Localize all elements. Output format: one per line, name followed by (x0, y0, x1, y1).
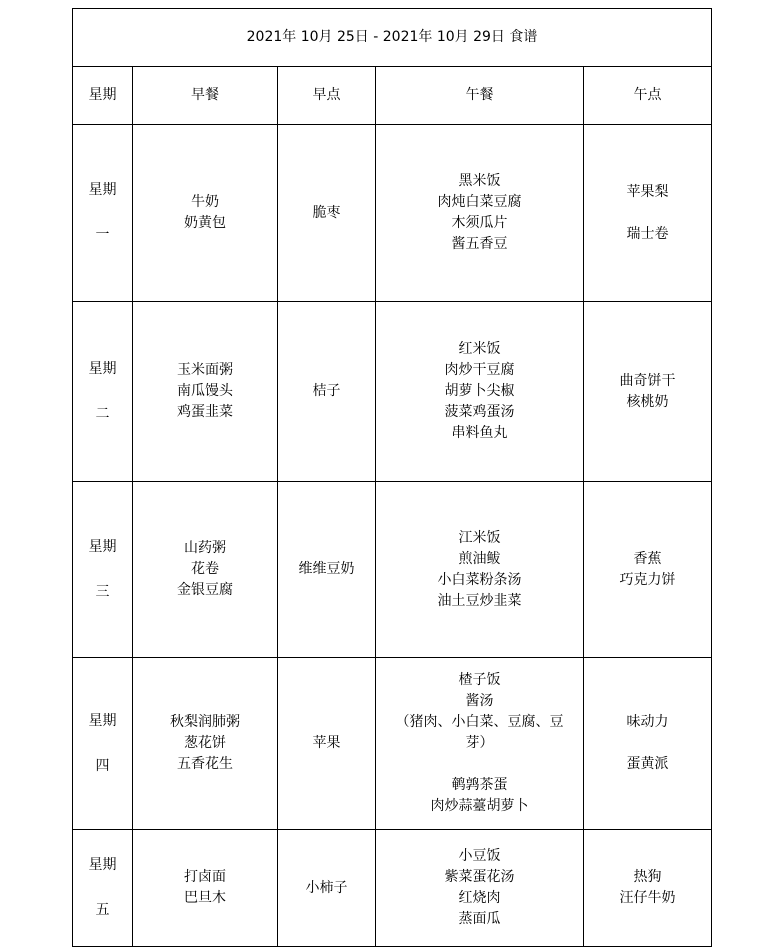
menu-item: 木须瓜片 (451, 215, 508, 231)
menu-item: 热狗 (633, 869, 662, 885)
weekday-cell (73, 830, 133, 947)
weekday-text: 星期 (88, 360, 117, 377)
header-lunch: 午餐 (376, 67, 584, 125)
menu-item: 小柿子 (305, 879, 348, 896)
menu-item: 肉炒蒜薹胡萝卜 (430, 798, 529, 814)
menu-item: 苹果 (312, 735, 341, 751)
lunch-cell (376, 658, 584, 830)
lunch-cell (376, 830, 584, 947)
menu-item: 金银豆腐 (177, 582, 233, 598)
header-afternoon-snack: 午点 (584, 67, 712, 125)
menu-item: 花卷 (191, 561, 219, 577)
menu-item: 肉炒干豆腐 (444, 362, 515, 378)
menu-item: 核桃奶 (626, 393, 669, 410)
header-weekday: 星期 (73, 67, 133, 125)
table-row (73, 658, 712, 830)
morning-snack-cell (278, 125, 376, 302)
weekday-text: 星期 (88, 712, 117, 729)
menu-item: 汪仔牛奶 (619, 890, 676, 906)
menu-item: 苹果梨 (626, 183, 669, 200)
menu-item: 小白菜粉条汤 (437, 571, 522, 588)
table-row (73, 125, 712, 302)
menu-item: 牛奶 (191, 194, 219, 210)
breakfast-cell (133, 482, 278, 658)
lunch-cell (376, 482, 584, 658)
menu-item: 巧克力饼 (619, 571, 676, 588)
spacer (73, 558, 132, 582)
menu-item: 江米饭 (458, 529, 501, 546)
morning-snack-cell (278, 658, 376, 830)
morning-snack-cell (278, 302, 376, 482)
spacer (73, 380, 132, 404)
menu-item: 味动力 (626, 714, 669, 730)
spacer (73, 201, 132, 225)
afternoon-snack-cell (584, 658, 712, 830)
menu-item: 脆枣 (312, 204, 341, 221)
breakfast-cell (133, 830, 278, 947)
header-morning-snack: 早点 (278, 67, 376, 125)
menu-item (376, 754, 583, 775)
spacer (73, 876, 132, 900)
breakfast-cell (133, 302, 278, 482)
menu-item: （猪肉、小白菜、豆腐、豆 (395, 714, 564, 730)
menu-item: 瑞士卷 (626, 225, 669, 242)
menu-item: 红烧肉 (458, 890, 501, 906)
lunch-cell (376, 125, 584, 302)
afternoon-snack-cell (584, 482, 712, 658)
menu-item: 蒸面瓜 (458, 911, 501, 927)
weekday-text: 一 (95, 227, 110, 243)
menu-item: 酱五香豆 (451, 236, 508, 252)
menu-item: 山药粥 (184, 540, 226, 556)
morning-snack-cell (278, 482, 376, 658)
menu-item: 芽） (465, 735, 494, 751)
afternoon-snack-cell (584, 125, 712, 302)
menu-item: 楂子饭 (458, 672, 501, 688)
afternoon-snack-cell (584, 302, 712, 482)
weekday-cell (73, 302, 133, 482)
menu-item: 菠菜鸡蛋汤 (444, 404, 515, 420)
menu-item: 玉米面粥 (177, 362, 233, 378)
spacer (73, 732, 132, 756)
weekday-cell (73, 125, 133, 302)
menu-item: 串料鱼丸 (451, 425, 508, 441)
weekday-text: 五 (95, 902, 110, 918)
menu-item: 南瓜馒头 (177, 383, 233, 399)
menu-item: 曲奇饼干 (619, 372, 676, 389)
menu-item: 紫菜蛋花汤 (444, 869, 515, 885)
menu-item: 维维豆奶 (298, 561, 355, 577)
table-row (73, 830, 712, 947)
breakfast-cell (133, 658, 278, 830)
morning-snack-cell (278, 830, 376, 947)
menu-item: 奶黄包 (184, 215, 226, 231)
breakfast-cell (133, 125, 278, 302)
lunch-cell (376, 302, 584, 482)
weekday-text: 三 (95, 583, 110, 600)
afternoon-snack-cell (584, 830, 712, 947)
menu-item: 巴旦木 (184, 890, 226, 906)
header-row (73, 67, 712, 125)
menu-item (584, 733, 711, 754)
menu-item: 鸡蛋韭菜 (177, 404, 233, 420)
table-title: 2021年 10月 25日 - 2021年 10月 29日 食谱 (73, 9, 712, 67)
menu-item: 肉炖白菜豆腐 (437, 194, 522, 210)
menu-item: 小豆饭 (458, 848, 501, 864)
menu-item: 香蕉 (633, 550, 662, 567)
table-row (73, 482, 712, 658)
weekday-text: 四 (95, 757, 110, 774)
header-breakfast: 早餐 (133, 67, 278, 125)
weekday-text: 星期 (88, 857, 117, 873)
menu-item: 鹌鹑茶蛋 (451, 777, 508, 793)
weekday-text: 二 (95, 405, 110, 422)
menu-item: 胡萝卜尖椒 (444, 383, 515, 399)
menu-item: 打卤面 (184, 869, 226, 885)
menu-item: 五香花生 (177, 756, 233, 772)
menu-item (584, 203, 711, 224)
menu-item: 油土豆炒韭菜 (437, 592, 522, 609)
menu-item: 葱花饼 (184, 735, 226, 751)
weekday-cell (73, 658, 133, 830)
menu-item: 黑米饭 (458, 173, 501, 189)
weekday-text: 星期 (88, 538, 117, 555)
menu-item: 蛋黄派 (626, 756, 669, 772)
menu-item: 红米饭 (458, 341, 501, 357)
menu-item: 煎油鲅 (458, 550, 501, 567)
weekday-cell (73, 482, 133, 658)
table-row (73, 302, 712, 482)
menu-item: 秋梨润肺粥 (170, 714, 240, 730)
menu-item: 酱汤 (465, 693, 494, 709)
menu-table (72, 8, 712, 947)
menu-item: 桔子 (312, 383, 341, 399)
weekday-text: 星期 (88, 182, 117, 198)
